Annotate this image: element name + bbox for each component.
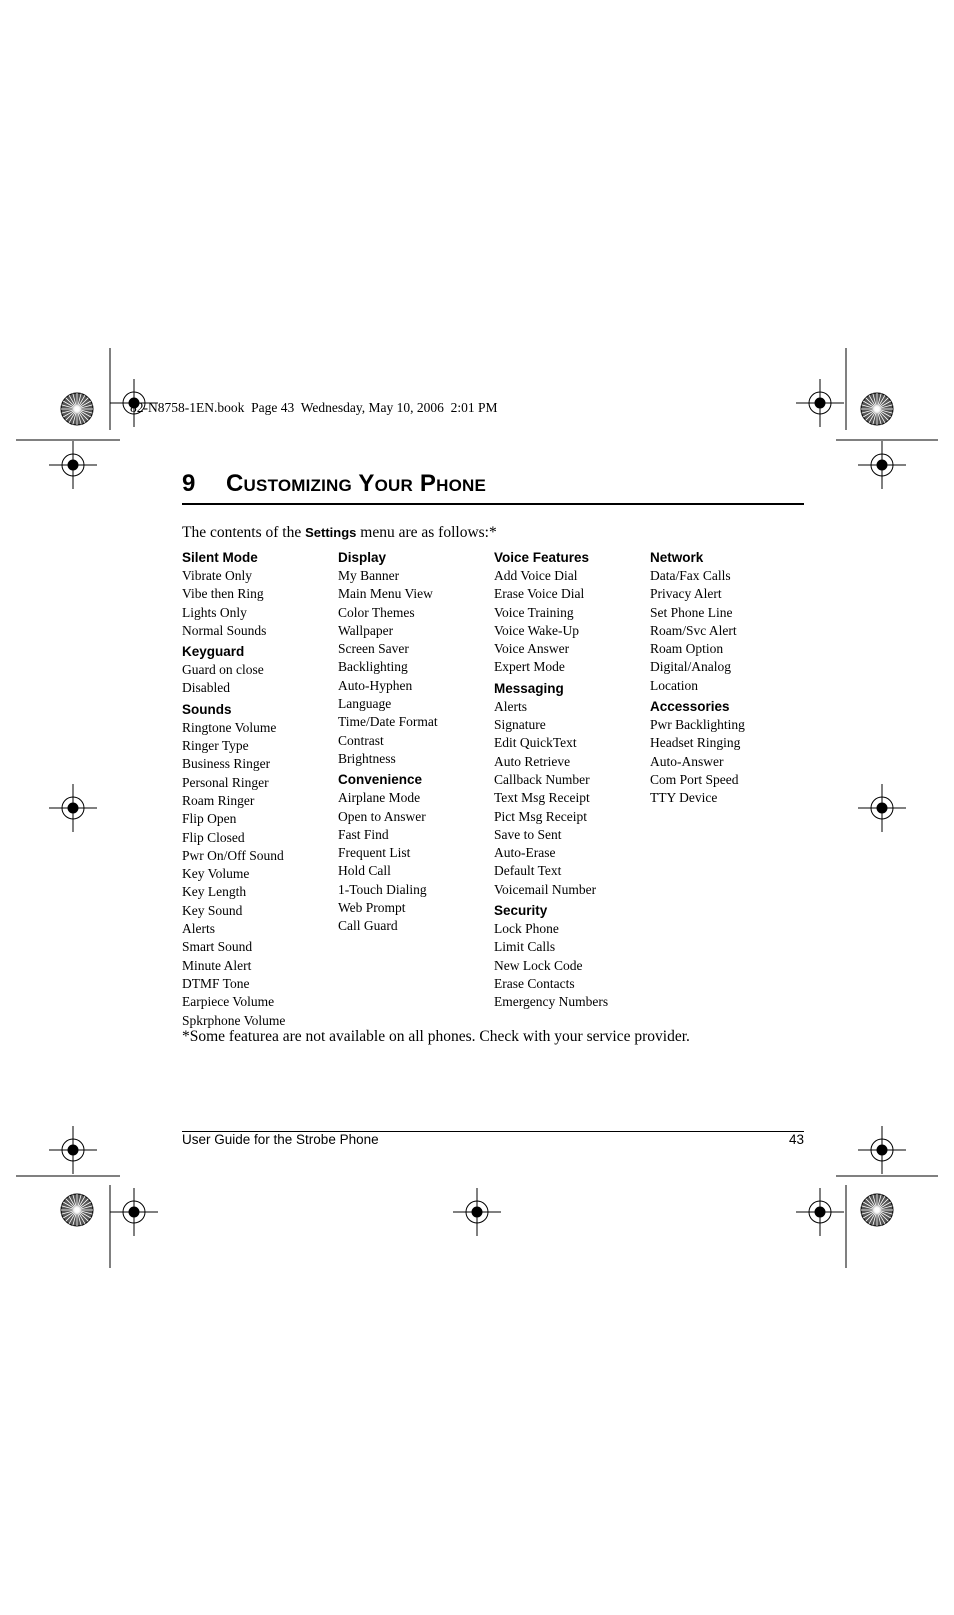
menu-item: Alerts (182, 921, 215, 937)
menu-item: Voice Training (494, 604, 574, 620)
menu-item: Wallpaper (338, 622, 394, 638)
section-heading: Accessories (650, 699, 730, 715)
section-heading: Keyguard (182, 644, 245, 660)
menu-item: Expert Mode (494, 659, 565, 675)
footer-guide-title: User Guide for the Strobe Phone (182, 1132, 379, 1147)
menu-item: Default Text (494, 863, 562, 879)
menu-item: Minute Alert (182, 957, 252, 973)
menu-item: Voice Wake-Up (494, 622, 580, 638)
menu-item: Disabled (182, 680, 230, 696)
menu-item: Key Length (182, 884, 247, 900)
menu-item: Privacy Alert (650, 586, 722, 602)
menu-item: Frequent List (338, 845, 411, 861)
menu-item: Emergency Numbers (494, 994, 609, 1010)
menu-item: Headset Ringing (650, 735, 741, 751)
menu-item: Earpiece Volume (182, 994, 275, 1010)
menu-item: Vibrate Only (182, 568, 253, 583)
menu-item: Flip Open (182, 811, 237, 827)
menu-item: Spkrphone Volume (182, 1012, 286, 1028)
menu-column (650, 549, 800, 808)
section-heading: Voice Features (494, 550, 590, 565)
menu-item: Key Volume (182, 866, 250, 882)
starburst-mark-icon (861, 1194, 893, 1226)
menu-item: Smart Sound (182, 939, 253, 955)
menu-item: Erase Contacts (494, 975, 575, 991)
section-heading: Convenience (338, 772, 423, 788)
menu-item: 1-Touch Dialing (338, 881, 427, 897)
section-heading: Display (338, 550, 387, 565)
menu-item: Web Prompt (338, 900, 406, 916)
menu-item: Erase Voice Dial (494, 586, 585, 602)
menu-item: Roam Ringer (182, 792, 255, 808)
footnote: *Some featurea are not available on all phones. Check with your service provider. (182, 1028, 690, 1045)
chapter-title-word: PHONE (419, 470, 487, 497)
section-heading: Security (494, 903, 548, 919)
section-heading: Sounds (182, 701, 232, 717)
menu-item: Set Phone Line (650, 604, 733, 620)
section-heading: Messaging (494, 680, 564, 696)
menu-item: Ringtone Volume (182, 719, 277, 735)
menu-item: Guard on close (182, 662, 264, 678)
menu-item: Color Themes (338, 604, 415, 620)
starburst-mark-icon (61, 393, 93, 425)
chapter-title-word: CUSTOMIZING (226, 470, 352, 497)
menu-item: Ringer Type (182, 738, 249, 754)
menu-item: Add Voice Dial (494, 568, 578, 583)
menu-item: Call Guard (338, 918, 398, 934)
menu-item: Data/Fax Calls (650, 568, 731, 583)
menu-item: Location (650, 677, 698, 693)
menu-item: Voice Answer (494, 641, 570, 657)
menu-item: Flip Closed (182, 829, 245, 845)
menu-item: Main Menu View (338, 586, 433, 602)
menu-item: Com Port Speed (650, 771, 739, 787)
menu-item: Limit Calls (494, 939, 556, 955)
menu-item: TTY Device (650, 790, 718, 806)
menu-item: Hold Call (338, 863, 391, 879)
menu-item: Lights Only (182, 604, 247, 620)
menu-item: Text Msg Receipt (494, 790, 590, 806)
intro-paragraph: The contents of the Settings menu are as follows:* (182, 524, 497, 541)
menu-item: Time/Date Format (338, 714, 438, 730)
menu-column (338, 549, 488, 936)
menu-item: Normal Sounds (182, 622, 267, 638)
menu-item: Roam/Svc Alert (650, 622, 737, 638)
menu-item: Alerts (494, 698, 527, 714)
chapter-title-word: YOUR (358, 470, 414, 497)
menu-item: Airplane Mode (338, 790, 421, 806)
section-heading: Silent Mode (182, 550, 258, 565)
menu-item: Callback Number (494, 771, 590, 787)
chapter-title (226, 470, 486, 498)
menu-item: Contrast (338, 732, 384, 748)
menu-item: Screen Saver (338, 641, 409, 657)
page-number: 43 (788, 1132, 804, 1147)
menu-item: Key Sound (182, 902, 243, 918)
chapter-number: 9 (182, 470, 196, 497)
menu-item: Personal Ringer (182, 774, 269, 790)
menu-item: Auto Retrieve (494, 753, 571, 769)
menu-item: Brightness (338, 750, 396, 766)
menu-item: Voicemail Number (494, 881, 597, 897)
menu-item: Save to Sent (494, 826, 562, 842)
menu-item: Vibe then Ring (182, 586, 264, 602)
menu-column (494, 549, 644, 1012)
menu-item: Business Ringer (182, 756, 271, 772)
menu-item: Pict Msg Receipt (494, 808, 587, 824)
menu-item: Signature (494, 717, 546, 733)
menu-item: Language (338, 696, 392, 712)
book-slug-line: 82-N8758-1EN.book Page 43 Wednesday, May 10, 2006 2:01 PM (130, 400, 498, 415)
settings-keyword: Settings (305, 525, 357, 540)
menu-item: Backlighting (338, 659, 408, 675)
menu-item: Pwr On/Off Sound (182, 847, 284, 863)
menu-item: Auto-Answer (650, 753, 724, 769)
starburst-mark-icon (861, 393, 893, 425)
menu-item: Fast Find (338, 826, 389, 842)
menu-item: Pwr Backlighting (650, 717, 745, 733)
menu-item: Lock Phone (494, 921, 559, 937)
menu-item: My Banner (338, 568, 400, 583)
menu-item: Auto-Hyphen (338, 677, 413, 693)
menu-item: Auto-Erase (494, 845, 556, 861)
starburst-mark-icon (61, 1194, 93, 1226)
menu-item: DTMF Tone (182, 975, 250, 991)
menu-item: Roam Option (650, 641, 724, 657)
menu-item: Open to Answer (338, 808, 426, 824)
menu-column (182, 549, 332, 1030)
section-heading: Network (650, 550, 704, 565)
menu-item: New Lock Code (494, 957, 583, 973)
menu-item: Edit QuickText (494, 735, 577, 751)
chapter-rule (182, 503, 804, 505)
menu-item: Digital/Analog (650, 659, 731, 675)
